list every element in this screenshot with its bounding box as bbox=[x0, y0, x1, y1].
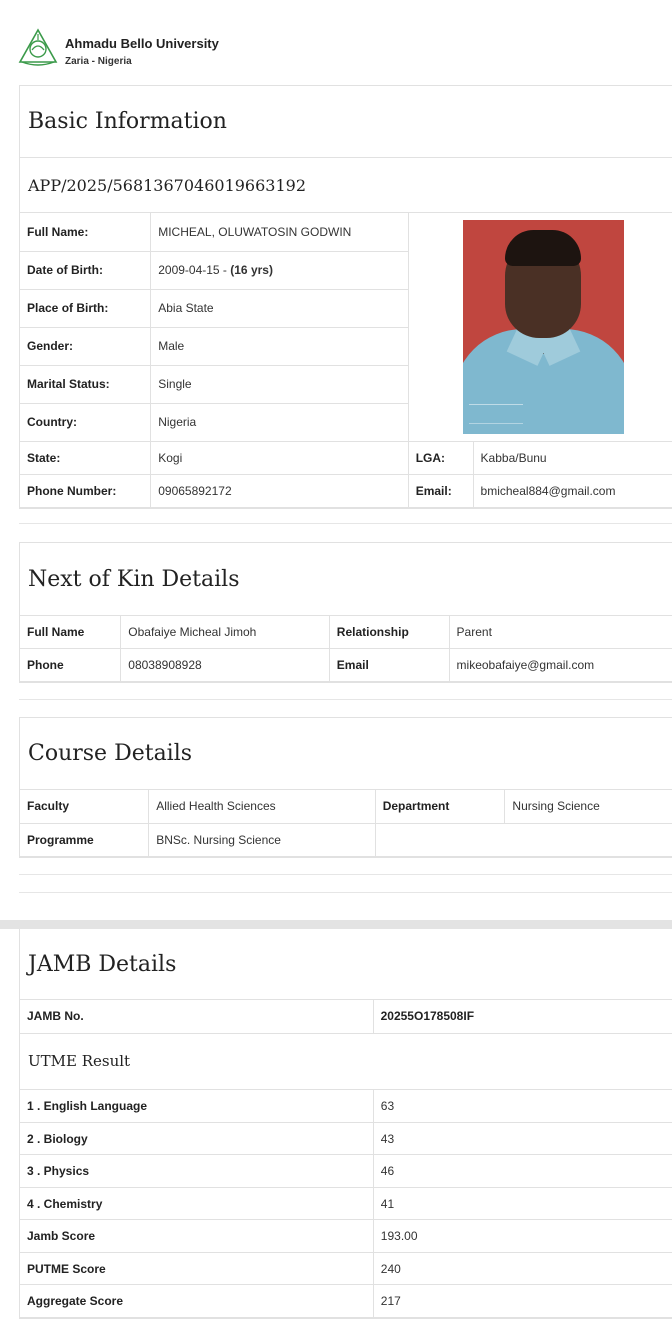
gender-value: Male bbox=[151, 327, 408, 365]
divider bbox=[19, 874, 672, 875]
programme-value: BNSc. Nursing Science bbox=[149, 823, 375, 856]
kin-phone-value: 08038908928 bbox=[121, 648, 330, 681]
jamb-no-value: 20255O178508IF bbox=[373, 1000, 672, 1033]
abu-crest-icon bbox=[18, 28, 58, 68]
marital-status-value: Single bbox=[151, 365, 408, 403]
section-title: Basic Information bbox=[20, 86, 672, 158]
phone-label: Phone Number: bbox=[20, 474, 151, 507]
kin-phone-label: Phone bbox=[20, 648, 121, 681]
department-label: Department bbox=[375, 790, 505, 823]
putme-score-value: 240 bbox=[373, 1253, 672, 1285]
programme-label: Programme bbox=[20, 823, 149, 856]
place-of-birth-label: Place of Birth: bbox=[20, 289, 151, 327]
faculty-label: Faculty bbox=[20, 790, 149, 823]
section-separator bbox=[0, 920, 672, 929]
jamb-no-label: JAMB No. bbox=[20, 1000, 373, 1033]
place-of-birth-value: Abia State bbox=[151, 289, 408, 327]
gender-label: Gender: bbox=[20, 327, 151, 365]
dob-date: 2009-04-15 - bbox=[158, 263, 231, 277]
jamb-details-card bbox=[19, 929, 672, 1319]
next-of-kin-card bbox=[19, 542, 672, 683]
country-label: Country: bbox=[20, 403, 151, 441]
passport-photo-cell bbox=[408, 213, 672, 441]
state-value: Kogi bbox=[151, 441, 408, 474]
university-name: Ahmadu Bello University bbox=[65, 36, 219, 51]
section-title: Course Details bbox=[20, 718, 672, 790]
empty-cell bbox=[375, 823, 672, 856]
subject-score: 46 bbox=[373, 1155, 672, 1188]
passport-photo bbox=[463, 220, 624, 434]
phone-value: 09065892172 bbox=[151, 474, 408, 507]
application-number: APP/2025/5681367046019663192 bbox=[20, 158, 672, 213]
kin-relationship-label: Relationship bbox=[329, 616, 449, 648]
utme-result-table bbox=[20, 1090, 672, 1319]
page-header bbox=[18, 28, 658, 68]
dob-label: Date of Birth: bbox=[20, 251, 151, 289]
kin-relationship-value: Parent bbox=[449, 616, 672, 648]
divider bbox=[19, 523, 672, 524]
full-name-label: Full Name: bbox=[20, 213, 151, 251]
full-name-value: MICHEAL, OLUWATOSIN GODWIN bbox=[151, 213, 408, 251]
jamb-score-value: 193.00 bbox=[373, 1220, 672, 1253]
course-details-card bbox=[19, 717, 672, 858]
kin-name-label: Full Name bbox=[20, 616, 121, 648]
department-value: Nursing Science bbox=[505, 790, 672, 823]
subject-label: 2 . Biology bbox=[20, 1123, 373, 1155]
basic-info-table bbox=[20, 213, 672, 508]
jamb-number-table bbox=[20, 1000, 672, 1034]
lga-value: Kabba/Bunu bbox=[473, 441, 672, 474]
faculty-value: Allied Health Sciences bbox=[149, 790, 375, 823]
kin-email-label: Email bbox=[329, 648, 449, 681]
section-title: JAMB Details bbox=[20, 929, 672, 1000]
divider bbox=[19, 699, 672, 700]
dob-age: (16 yrs) bbox=[230, 263, 273, 277]
subject-label: 1 . English Language bbox=[20, 1090, 373, 1123]
lga-label: LGA: bbox=[408, 441, 473, 474]
putme-score-label: PUTME Score bbox=[20, 1253, 373, 1285]
basic-information-card bbox=[19, 85, 672, 509]
utme-result-title: UTME Result bbox=[20, 1034, 672, 1090]
subject-score: 43 bbox=[373, 1123, 672, 1155]
kin-name-value: Obafaiye Micheal Jimoh bbox=[121, 616, 330, 648]
subject-label: 4 . Chemistry bbox=[20, 1188, 373, 1220]
marital-status-label: Marital Status: bbox=[20, 365, 151, 403]
course-details-table bbox=[20, 790, 672, 857]
state-label: State: bbox=[20, 441, 151, 474]
divider bbox=[19, 892, 672, 893]
country-value: Nigeria bbox=[151, 403, 408, 441]
university-location: Zaria - Nigeria bbox=[65, 56, 132, 67]
email-label: Email: bbox=[408, 474, 473, 507]
next-of-kin-table bbox=[20, 616, 672, 682]
email-value: bmicheal884@gmail.com bbox=[473, 474, 672, 507]
dob-value bbox=[151, 251, 408, 289]
subject-score: 41 bbox=[373, 1188, 672, 1220]
kin-email-value: mikeobafaiye@gmail.com bbox=[449, 648, 672, 681]
jamb-score-label: Jamb Score bbox=[20, 1220, 373, 1253]
subject-label: 3 . Physics bbox=[20, 1155, 373, 1188]
subject-score: 63 bbox=[373, 1090, 672, 1123]
aggregate-score-value: 217 bbox=[373, 1285, 672, 1318]
aggregate-score-label: Aggregate Score bbox=[20, 1285, 373, 1318]
section-title: Next of Kin Details bbox=[20, 543, 672, 616]
